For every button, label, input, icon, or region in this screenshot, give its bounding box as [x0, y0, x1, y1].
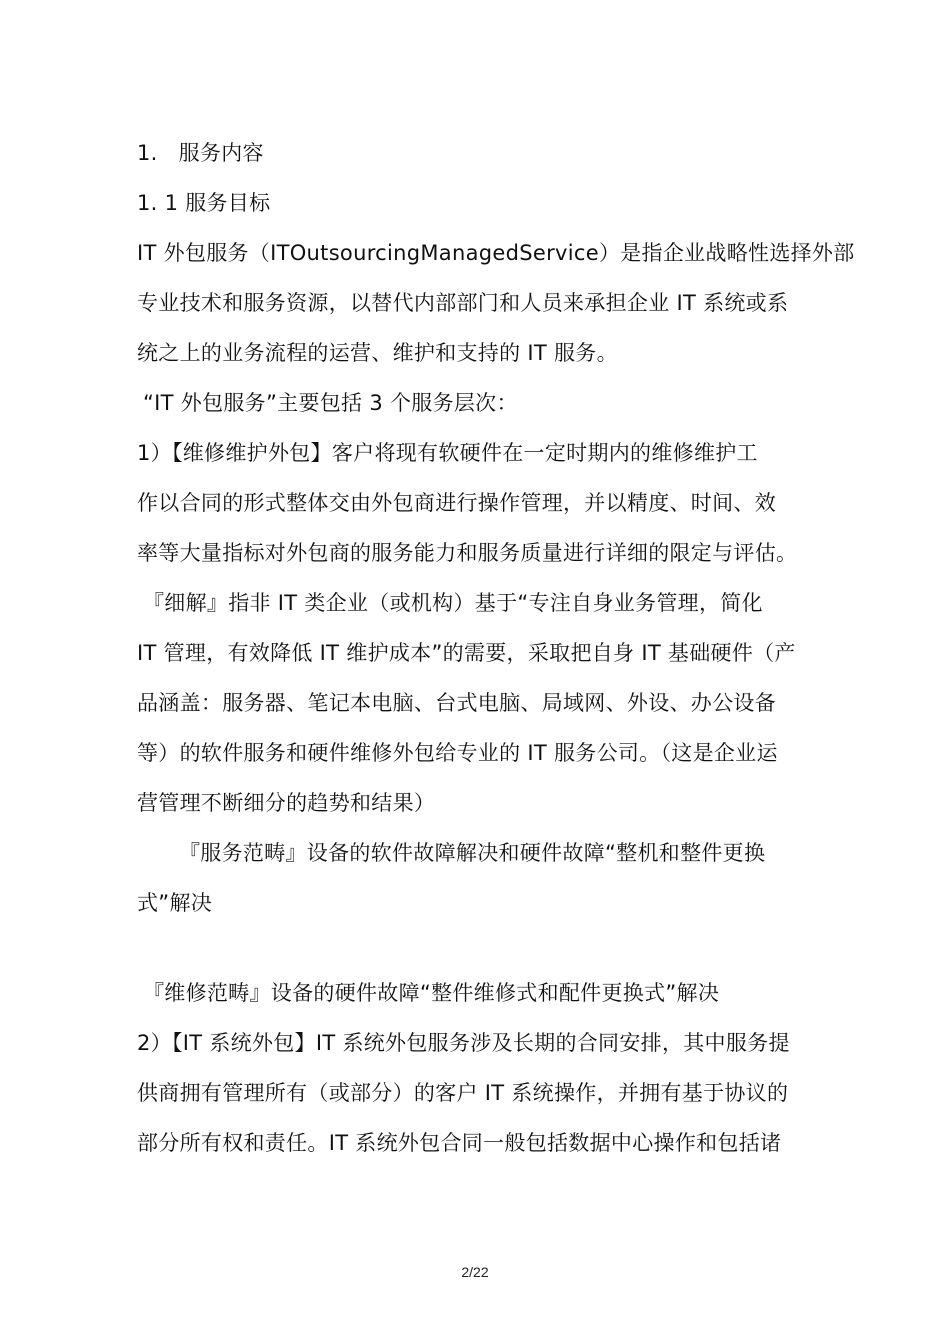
page-number: 2/22 — [461, 1264, 489, 1280]
intro-paragraph — [137, 228, 855, 378]
detail-paragraph — [137, 578, 821, 828]
blank-gap — [137, 928, 821, 968]
intro-line: 统之上的业务流程的运营、维护和支持的 IT 服务。 — [137, 341, 618, 365]
levels-intro: “IT 外包服务”主要包括 3 个服务层次： — [143, 391, 518, 415]
item-2-paragraph — [137, 1018, 821, 1168]
service-scope-line: 『服务范畴』设备的软件故障解决和硬件故障“整机和整件更换 — [179, 841, 766, 865]
document-body — [137, 128, 855, 1168]
heading-1 — [137, 128, 821, 178]
intro-line: 专业技术和服务资源，以替代内部部门和人员来承担企业 IT 系统或系 — [137, 291, 789, 315]
item-2-line: 供商拥有管理所有（或部分）的客户 IT 系统操作，并拥有基于协议的 — [137, 1081, 789, 1105]
heading-1-text: 服务内容 — [178, 141, 264, 165]
detail-line: 营管理不断细分的趋势和结果） — [137, 791, 436, 815]
service-scope-paragraph — [137, 828, 821, 928]
item-2-line: 2）【IT 系统外包】IT 系统外包服务涉及长期的合同安排，其中服务提 — [137, 1031, 790, 1055]
item-1-line: 作以合同的形式整体交由外包商进行操作管理，并以精度、时间、效 — [137, 491, 776, 515]
repair-scope-line: 『维修范畴』设备的硬件故障“整件维修式和配件更换式”解决 — [143, 981, 720, 1005]
heading-1-number: 1. — [137, 141, 158, 165]
detail-line: 等）的软件服务和硬件维修外包给专业的 IT 服务公司。（这是企业运 — [137, 741, 778, 765]
item-2-line: 部分所有权和责任。IT 系统外包合同一般包括数据中心操作和包括诸 — [137, 1131, 782, 1155]
intro-line: IT 外包服务（ITOutsourcingManagedService）是指企业战略性选择外部 — [137, 241, 855, 265]
item-1-line: 1）【维修维护外包】客户将现有软硬件在一定时期内的维修维护工 — [137, 441, 758, 465]
item-1-paragraph — [137, 428, 821, 578]
item-1-line: 率等大量指标对外包商的服务能力和服务质量进行详细的限定与评估。 — [137, 541, 798, 565]
service-scope-line: 式”解决 — [137, 891, 213, 915]
heading-2: 1. 1 服务目标 — [137, 191, 271, 215]
detail-line: 『细解』指非 IT 类企业（或机构）基于“专注自身业务管理，简化 — [143, 591, 763, 615]
detail-line: IT 管理，有效降低 IT 维护成本”的需要，采取把自身 IT 基础硬件（产 — [137, 641, 796, 665]
detail-line: 品涵盖：服务器、笔记本电脑、台式电脑、局域网、外设、办公设备 — [137, 691, 776, 715]
